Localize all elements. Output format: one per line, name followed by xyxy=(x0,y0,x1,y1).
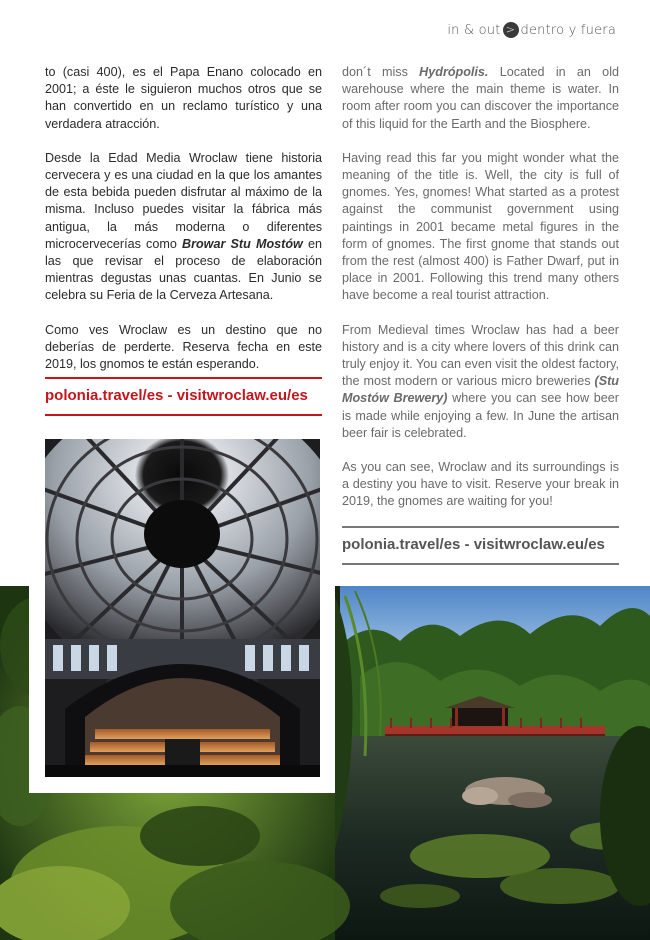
header-in-out: in & out xyxy=(447,22,501,38)
right-paragraph-4: As you can see, Wroclaw and its surroundings is a destiny you have to visit. Reserve your break in 2019, the gnomes are waiting for you! xyxy=(342,460,619,509)
link-english-sites[interactable]: polonia.travel/es - visitwroclaw.eu/es xyxy=(342,526,619,565)
chevron-right-icon: > xyxy=(503,22,519,38)
hydropolis-name: Hydrópolis. xyxy=(419,65,489,79)
left-paragraph-1: to (casi 400), es el Papa Enano colocado en 2001; a éste le siguieron muchos otros que se han convertido en un reclamo turístico y una verdadera atracción. xyxy=(45,65,322,131)
section-header xyxy=(447,22,616,38)
left-text-column xyxy=(45,64,322,390)
header-dentro-y-fuera: dentro y fuera xyxy=(520,22,616,38)
right-text-column xyxy=(342,64,619,528)
right-paragraph-2: Having read this far you might wonder what the meaning of the title is. Well, the city is full of gnomes. Yes, gnomes! What started as a protest against the communist government using paintings in 2001 became metal figures in the form of gnomes. The first gnome that stands out from the rest (almost 400) is Father Dwarf, put in place in 2001. Following this trend many others have become a real tourist attraction. xyxy=(342,150,619,303)
left-paragraph-2: Desde la Edad Media Wroclaw tiene historia cervecera y es una ciudad en la que los amantes de esta bebida pueden disfrutar al máximo de la misma. Incluso puedes visitar la fábrica más antigua, la más moderna o diferentes microcervecerías como Browar Stu Mostów en las que revisar el proceso de elaboración mientras degustas unas cuantas. En Junio se celebra su Feria de la Cerveza Artesana. xyxy=(45,150,323,303)
brewery-name-en: (Stu Mostów Brewery) xyxy=(342,374,619,406)
left-paragraph-3: Como ves Wroclaw es un destino que no deberías de perderte. Reserva fecha en este 2019, los gnomos te están esperando. xyxy=(45,322,322,372)
centennial-hall-dome-photo xyxy=(45,439,320,777)
brewery-name: Browar Stu Mostów xyxy=(181,236,303,251)
right-paragraph-1: don´t miss Hydrópolis. Located in an old warehouse where the main theme is water. In room after room you can discover the importance of this liquid for the Earth and the Biosphere. xyxy=(342,65,619,131)
photo-frame xyxy=(29,423,335,793)
link-spanish-sites[interactable]: polonia.travel/es - visitwroclaw.eu/es xyxy=(45,377,322,416)
right-paragraph-3: From Medieval times Wroclaw has had a beer history and is a city where lovers of this drink can truly enjoy it. You can even visit the oldest factory, the most modern or various micro breweries (Stu Mostów Brewery) where you can see how beer is made while enjoying a few. In June the artisan beer fair is celebrated. xyxy=(342,322,619,440)
